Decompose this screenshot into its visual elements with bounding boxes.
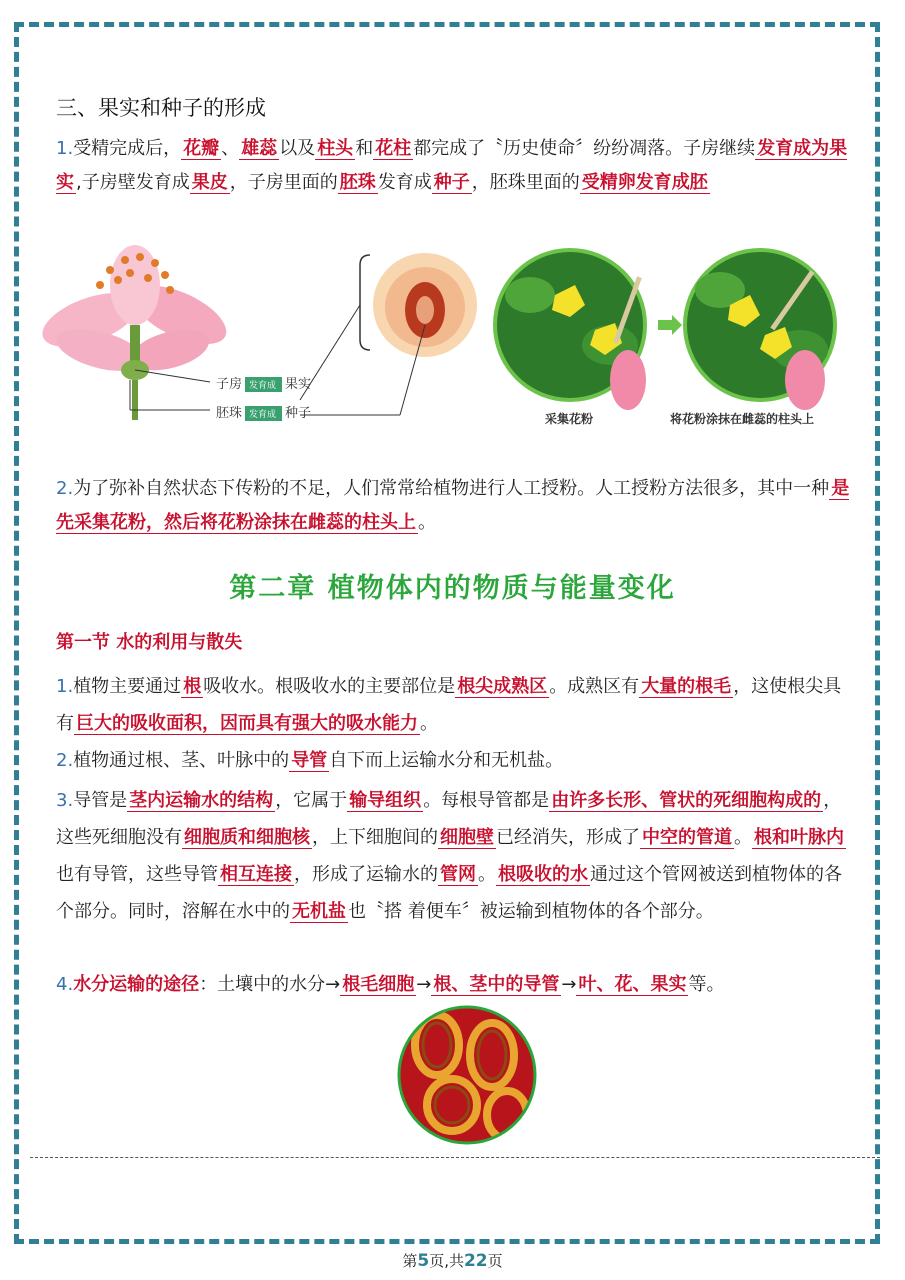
caption-apply-pollen: 将花粉涂抹在雌蕊的柱头上	[670, 412, 815, 426]
text: 。成熟区有	[549, 676, 640, 697]
develops-into-arrow: 发育成	[245, 377, 282, 392]
text: →	[561, 974, 577, 995]
answer: 相互连接	[220, 864, 292, 885]
label-ovule: 胚珠	[216, 406, 243, 421]
item-2	[56, 742, 856, 779]
fruit-seed-illustration	[30, 245, 890, 435]
answer: 柱头	[317, 138, 354, 159]
text: ，上下细胞间的	[312, 827, 438, 848]
label-fruit: 果实	[285, 377, 312, 392]
pollen-collection-photo	[495, 250, 646, 410]
page-footer	[0, 1250, 905, 1271]
item-3	[56, 782, 856, 930]
text: ，这使根尖具有	[56, 676, 842, 734]
develops-into-arrow: 发育成	[245, 406, 282, 421]
flower-and-pollination-figure	[30, 245, 890, 435]
answer: 大量的根毛	[641, 676, 732, 697]
text: ，形成了运输水的	[294, 864, 438, 885]
text: 自下而上运输水分和无机盐。	[329, 750, 564, 771]
footer-text: 第	[402, 1252, 418, 1270]
answer: 果皮	[191, 172, 228, 193]
paragraph-artificial-pollination	[56, 472, 856, 540]
text: 以及	[279, 138, 316, 159]
text: ，这些死细胞没有	[56, 790, 842, 848]
item-number: 2.	[56, 750, 74, 771]
answer: 花柱	[375, 138, 412, 159]
label-ovule-to-seed	[216, 402, 311, 421]
footer-divider	[30, 1157, 880, 1158]
answer: 种子	[433, 172, 470, 193]
text: 也〝搭 着便车〞被运输到植物体的各个部分。	[348, 901, 714, 922]
answer: 发育成为果实	[56, 138, 848, 193]
text: 植物通过根、茎、叶脉中的	[73, 750, 290, 771]
answer: 是先采集花粉，然后将花粉涂抹在雌蕊的柱头上	[56, 478, 850, 533]
text: 受精完成后，	[73, 138, 182, 159]
pollen-application-photo	[685, 250, 835, 410]
text: 和	[355, 138, 374, 159]
answer: 无机盐	[292, 901, 346, 922]
answer: 根尖成熟区	[457, 676, 548, 697]
answer: 根毛细胞	[342, 974, 415, 995]
paragraph-fruit-formation	[56, 132, 856, 200]
xylem-vessel-image	[397, 1005, 537, 1145]
answer: 雄蕊	[241, 138, 278, 159]
answer: 花瓣	[183, 138, 220, 159]
section-title: 三、果实和种子的形成	[56, 96, 266, 120]
caption-collect-pollen: 采集花粉	[545, 412, 594, 426]
text: 。	[418, 512, 436, 533]
text: ：土壤中的水分→	[199, 974, 341, 995]
answer: 胚珠	[339, 172, 376, 193]
answer: 根吸收的水	[498, 864, 588, 885]
answer: 叶、花、果实	[578, 974, 687, 995]
text: 植物主要通过	[73, 676, 182, 697]
item-4	[56, 966, 856, 1003]
answer: 茎内运输水的结构	[129, 790, 274, 811]
item-1	[56, 668, 856, 742]
label-ovary-to-fruit	[216, 373, 311, 392]
total-pages: 22	[463, 1251, 488, 1271]
label-ovary: 子房	[216, 377, 243, 392]
item-label: 水分运输的途径	[73, 974, 200, 995]
answer: 根、茎中的导管	[433, 974, 560, 995]
text: 已经消失，形成了	[496, 827, 640, 848]
text: 发育成	[377, 172, 432, 193]
text: ，胚珠里面的	[471, 172, 580, 193]
answer: 细胞质和细胞核	[184, 827, 310, 848]
flower-image	[35, 245, 234, 420]
text: 吸收水。根吸收水的主要部位是	[203, 676, 456, 697]
arrow-icon	[658, 315, 682, 335]
answer: 导管	[291, 750, 328, 771]
item-number: 1.	[56, 138, 74, 159]
text: ,子房壁发育成	[76, 172, 190, 193]
answer: 根和叶脉内	[754, 827, 844, 848]
answer: 根	[183, 676, 202, 697]
text: 等。	[688, 974, 725, 995]
text: 、	[221, 138, 240, 159]
section-title: 第一节 水的利用与散失	[56, 632, 243, 653]
current-page: 5	[417, 1251, 430, 1271]
label-seed: 种子	[285, 406, 312, 421]
answer: 受精卵发育成胚	[581, 172, 708, 193]
answer: 细胞壁	[440, 827, 494, 848]
answer: 输导组织	[349, 790, 422, 811]
text: ，子房里面的	[229, 172, 338, 193]
item-number: 2.	[56, 478, 74, 499]
text: ，它属于	[275, 790, 348, 811]
text: 。	[420, 713, 438, 734]
answer: 管网	[440, 864, 476, 885]
text: 通过这个管网被送到植物体的各个部分。同时，溶解在水中的	[56, 864, 842, 922]
text: 为了弥补自然状态下传粉的不足，人们常常给植物进行人工授粉。人工授粉方法很多，其中一种	[73, 478, 830, 499]
footer-text: 页,共	[429, 1252, 464, 1270]
text: 都完成了〝历史使命〞纷纷凋落。子房继续	[413, 138, 756, 159]
footer-text: 页	[487, 1252, 503, 1270]
text: 也有导管，这些导管	[56, 864, 218, 885]
answer: 由许多长形、管状的死细胞构成的	[551, 790, 822, 811]
item-number: 1.	[56, 676, 74, 697]
text: →	[416, 974, 432, 995]
text: 。	[478, 864, 496, 885]
chapter-title: 第二章 植物体内的物质与能量变化	[229, 573, 676, 604]
text: 。每根导管都是	[423, 790, 550, 811]
text: 。	[734, 827, 752, 848]
item-number: 4.	[56, 974, 74, 995]
answer: 巨大的吸收面积，因而具有强大的吸水能力	[76, 713, 418, 734]
peach-fruit-image	[300, 253, 477, 415]
item-number: 3.	[56, 790, 74, 811]
answer: 中空的管道	[642, 827, 732, 848]
text: 导管是	[73, 790, 128, 811]
